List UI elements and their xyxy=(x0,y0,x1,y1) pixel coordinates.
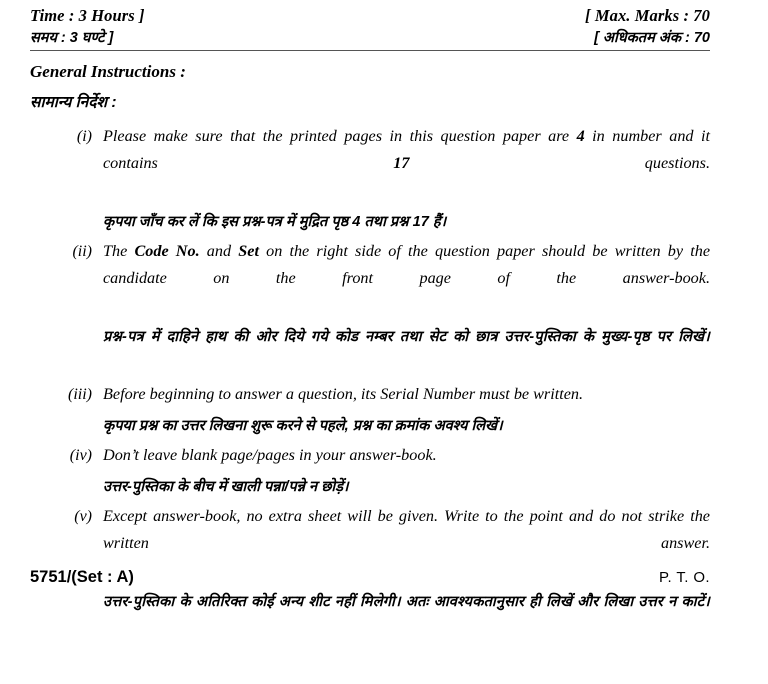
time-label-english: Time : 3 Hours ] xyxy=(30,6,145,25)
instruction-text-english xyxy=(103,123,710,204)
instruction-text-segment: on the right side of the question paper should be written by the candidate on the front page of the answer-book. xyxy=(103,242,711,287)
instruction-text-segment: questions. xyxy=(409,154,710,172)
instruction-text-english xyxy=(103,238,710,319)
max-marks-label-hindi: [ अधिकतम अंक : 70 xyxy=(594,30,710,46)
instruction-item xyxy=(30,238,710,379)
time-label-hindi: समय : 3 घण्टे ] xyxy=(30,30,114,46)
instruction-text-english: Don’t leave blank page/pages in your answer-book. xyxy=(103,446,437,464)
general-instructions-heading-hindi: सामान्य निर्देश : xyxy=(30,94,117,111)
instruction-text-segment: The xyxy=(103,242,135,260)
instruction-body xyxy=(103,442,710,501)
instruction-text-hindi: कृपया प्रश्न का उत्तर लिखना शुरू करने से पहले, प्रश्न का क्रमांक अवश्य लिखें। xyxy=(103,418,503,434)
instruction-text-segment: and xyxy=(199,242,239,260)
paper-code-set-label: 5751/(Set : A) xyxy=(30,568,134,586)
instruction-marker: (iii) xyxy=(68,386,92,403)
instruction-body xyxy=(103,381,710,440)
instruction-item xyxy=(30,123,710,236)
page-footer xyxy=(30,568,710,587)
instruction-text-hindi xyxy=(103,323,710,379)
instruction-marker: (i) xyxy=(76,128,92,145)
instruction-text-segment: in number and it contains xyxy=(103,127,710,172)
instruction-text-english: Except answer-book, no extra sheet will be given. Write to the point and do not strike the written answer. xyxy=(103,507,710,552)
header-row-hindi xyxy=(30,27,710,47)
instruction-text-segment: प्रश्न-पत्र में दाहिने हाथ की ओर दिये गये xyxy=(103,329,335,345)
instruction-emphasis-code-no-hindi: कोड नम्बर xyxy=(334,329,393,345)
instruction-text-hindi: कृपया जाँच कर लें कि इस प्रश्न-पत्र में मुद्रित पृष्ठ 4 तथा प्रश्न 17 हैं। xyxy=(103,214,447,230)
max-marks-label-english: [ Max. Marks : 70 xyxy=(585,6,710,25)
header-row-english xyxy=(30,6,710,26)
instruction-text-hindi: उत्तर-पुस्तिका के बीच में खाली पन्ना/पन्ने न छोड़ें। xyxy=(103,479,349,495)
general-instructions-heading-english: General Instructions : xyxy=(30,62,186,81)
instruction-text-hindi: उत्तर-पुस्तिका के अतिरिक्त कोई अन्य शीट नहीं मिलेगी। अतः आवश्यकतानुसार ही लिखें और लिखा उत्तर न काटें। xyxy=(103,594,710,610)
instruction-text-english: Before beginning to answer a question, its Serial Number must be written. xyxy=(103,385,584,403)
instruction-emphasis-code-no: Code No. xyxy=(134,242,200,260)
please-turn-over-label: P. T. O. xyxy=(658,569,710,586)
instruction-marker: (v) xyxy=(74,508,92,525)
instruction-text-segment: को छात्र उत्तर-पुस्तिका के मुख्य-पृष्ठ पर लिखें। xyxy=(446,329,710,345)
instruction-body xyxy=(103,123,710,236)
instruction-emphasis-questions: 17 xyxy=(393,154,410,172)
instruction-marker: (ii) xyxy=(72,243,92,260)
instruction-emphasis-set-hindi: सेट xyxy=(428,329,447,345)
instruction-marker: (iv) xyxy=(69,447,92,464)
instruction-text-segment: तथा xyxy=(392,329,429,345)
instruction-item xyxy=(30,381,710,440)
instruction-item xyxy=(30,442,710,501)
instruction-emphasis-set: Set xyxy=(238,242,259,260)
page-header xyxy=(30,6,710,47)
instruction-emphasis-pages: 4 xyxy=(576,127,585,145)
instruction-text-segment: Please make sure that the printed pages in this question paper are xyxy=(103,127,577,145)
instruction-body xyxy=(103,238,710,379)
header-divider xyxy=(30,50,710,51)
